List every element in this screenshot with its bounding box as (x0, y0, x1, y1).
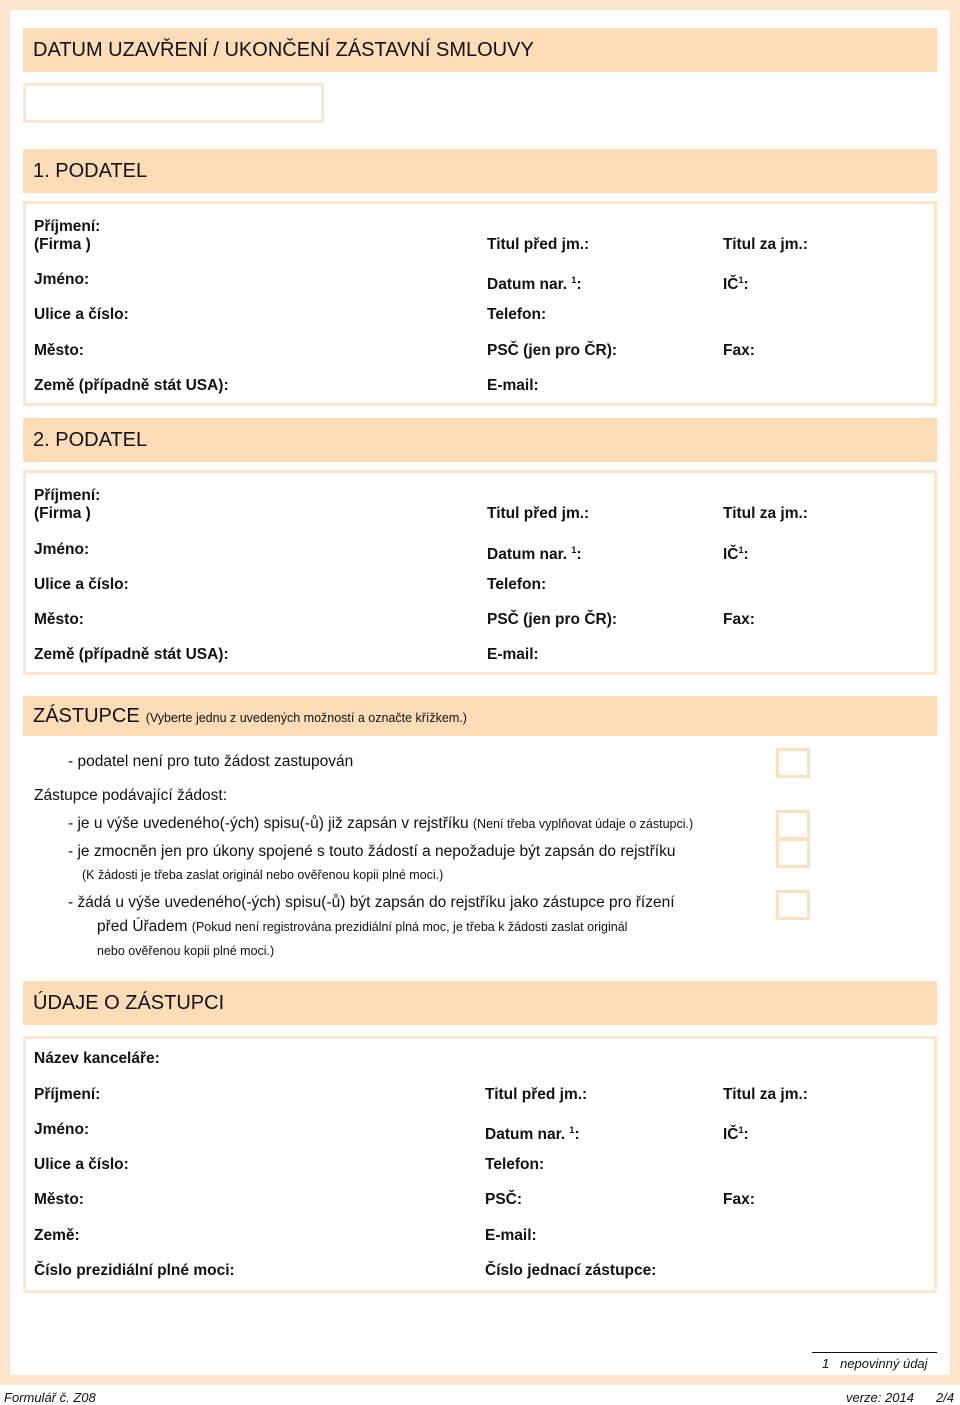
title-after-label: Titul za jm.: (723, 1086, 808, 1103)
option-authorized-note: (K žádosti je třeba zaslat originál nebo ověřenou kopii plné moci.) (82, 868, 444, 882)
dob-label: Datum nar. $^1$: (485, 1125, 580, 1144)
page-title: DATUM UZAVŘENÍ / UKONČENÍ ZÁSTAVNÍ SMLOUVY (33, 38, 534, 61)
name-label: Jméno: (34, 541, 90, 558)
option-registered-checkbox[interactable] (776, 810, 810, 840)
phone-label: Telefon: (485, 1156, 545, 1173)
form-number: Formulář č. Z08 (4, 1390, 96, 1405)
zip-label: PSČ (jen pro ČR): (487, 342, 618, 359)
name-label: Jméno: (34, 271, 90, 288)
country-label: Země: (34, 1227, 80, 1244)
title-after-label: Titul za jm.: (723, 236, 808, 253)
form-version: verze: 2014 (846, 1390, 914, 1405)
option-not-represented-label: - podatel není pro tuto žádost zastupován (68, 753, 354, 770)
city-label: Město: (34, 342, 84, 359)
phone-label: Telefon: (487, 306, 547, 323)
option-authorized-label: - je zmocněn jen pro úkony spojené s touto žádostí a nepožaduje být zapsán do rejstříku (68, 843, 676, 860)
section-title: 2. PODATEL (33, 428, 148, 451)
page-number: 2/4 (936, 1390, 955, 1405)
city-label: Město: (34, 611, 84, 628)
title-before-label: Titul před jm.: (487, 236, 590, 253)
section-title: ÚDAJE O ZÁSTUPCI (33, 991, 225, 1014)
section-title: 1. PODATEL (33, 159, 148, 182)
country-label: Země (případně stát USA): (34, 646, 229, 663)
email-label: E-mail: (485, 1227, 537, 1244)
option-authorized-checkbox[interactable] (776, 838, 810, 868)
section-header-rep-details (23, 981, 937, 1025)
surname-label: Příjmení: (34, 218, 101, 235)
email-label: E-mail: (487, 646, 539, 663)
office-label: Název kanceláře: (34, 1050, 160, 1067)
dob-label: Datum nar. $^1$: (487, 275, 582, 294)
applicant-2-box (23, 470, 937, 675)
surname-label: Příjmení: (34, 1086, 101, 1103)
ic-label: $IČ^1$: (723, 545, 749, 564)
country-label: Země (případně stát USA): (34, 377, 229, 394)
option-request-label: - žádá u výše uvedeného(-ých) spisu(-ů) být zapsán do rejstříku jako zástupce pro řízení (68, 894, 675, 911)
section-note: (Vyberte jednu z uvedených možností a označte křížkem.) (145, 711, 467, 725)
option-request-label-line2: před Úřadem (Pokud není registrována prezidiální plná moc, je třeba k žádosti zaslat originál (97, 918, 628, 935)
poa-number-label: Číslo prezidiální plné moci: (34, 1262, 235, 1279)
title-after-label: Titul za jm.: (723, 505, 808, 522)
street-label: Ulice a číslo: (34, 576, 129, 593)
dob-label: Datum nar. $^1$: (487, 545, 582, 564)
city-label: Město: (34, 1191, 84, 1208)
ic-label: $IČ^1$: (723, 275, 749, 294)
phone-label: Telefon: (487, 576, 547, 593)
fax-label: Fax: (723, 611, 755, 628)
title-before-label: Titul před jm.: (487, 505, 590, 522)
zip-label: PSČ: (485, 1191, 523, 1208)
zip-label: PSČ (jen pro ČR): (487, 611, 618, 628)
rep-details-box (23, 1036, 937, 1293)
firm-label: (Firma ) (34, 236, 91, 253)
option-request-note-line2: nebo ověřenou kopii plné moci.) (97, 944, 275, 958)
name-label: Jméno: (34, 1121, 90, 1138)
option-request-checkbox[interactable] (776, 890, 810, 920)
case-number-label: Číslo jednací zástupce: (485, 1262, 657, 1279)
surname-label: Příjmení: (34, 487, 101, 504)
title-before-label: Titul před jm.: (485, 1086, 588, 1103)
firm-label: (Firma ) (34, 505, 91, 522)
page-title-bar (23, 28, 937, 72)
fax-label: Fax: (723, 342, 755, 359)
email-label: E-mail: (487, 377, 539, 394)
section-header-applicant-2 (23, 418, 937, 462)
footnote: 1 nepovinný údaj (822, 1356, 928, 1371)
street-label: Ulice a číslo: (34, 306, 129, 323)
option-registered-label: - je u výše uvedeného(-ých) spisu(-ů) již zapsán v rejstříku (Není třeba vyplňovat údaje o zástupci.) (68, 815, 694, 832)
ic-label: $IČ^1$: (723, 1125, 749, 1144)
closing-date-field[interactable] (23, 83, 324, 123)
footnote-rule (812, 1352, 937, 1353)
section-header-applicant-1 (23, 149, 937, 193)
option-not-represented-checkbox[interactable] (776, 748, 810, 778)
applicant-1-box (23, 201, 937, 406)
section-title: ZÁSTUPCE (33, 704, 140, 727)
street-label: Ulice a číslo: (34, 1156, 129, 1173)
representative-submitter-label: Zástupce podávající žádost: (34, 787, 228, 804)
fax-label: Fax: (723, 1191, 755, 1208)
section-header-representative (23, 696, 937, 736)
